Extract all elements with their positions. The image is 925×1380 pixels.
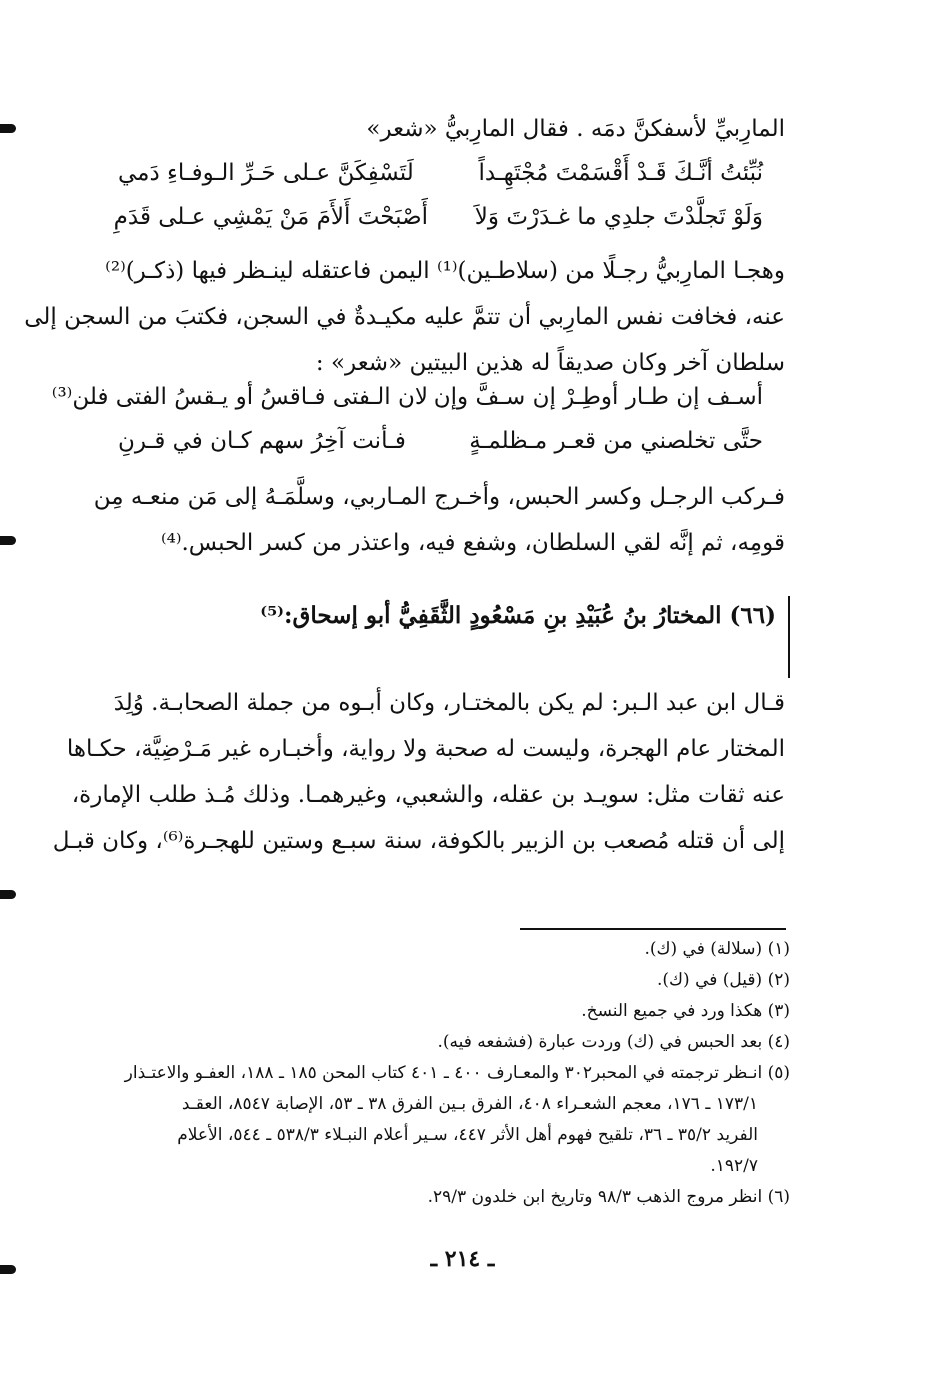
footnote: (٢) (قيل) في (ك).: [657, 970, 790, 990]
entry-heading-block: [260, 596, 790, 678]
verse-line: [113, 204, 763, 246]
verse-second-hemistich: أَصْبَحْتَ أَلأَمَ مَنْ يَمْشِي عـلى قَدَمِ: [113, 204, 428, 230]
footnotes: [100, 934, 790, 1213]
text-line: وهجـا المارِبيُّ رجـلًا من (سلاطـين)⁽¹⁾ اليمن فاعتقله لينـظر فيها (ذكـر)⁽²⁾: [105, 258, 785, 284]
footnote-separator: [520, 928, 786, 930]
verse-second-hemistich: فـأنت آخِرُ سهم كـان في قـرنِ: [118, 428, 406, 454]
text-line: قـال ابن عبد الـبر: لم يكن بالمختـار، وكان أبـوه من جملة الصحابـة. وُلِدَ: [113, 690, 785, 716]
scan-edge-mark: [0, 890, 16, 899]
scan-edge-mark: [0, 536, 16, 545]
text-line: سلطان آخر وكان صديقاً له هذين البيتين «شعر» :: [315, 350, 785, 376]
prose-top: [100, 106, 785, 152]
verse-second-hemistich: لان الـفتى فـاقسُ أو يـقسُ الفتى فلن⁽³⁾: [51, 384, 428, 410]
heading-side-rule: [788, 596, 790, 678]
footnote-continuation: ١٩٢/٧.: [710, 1156, 758, 1176]
text-line: قومِه، ثم إنَّه لقي السلطان، وشفع فيه، واعتذر من كسر الحبس.⁽⁴⁾: [160, 530, 785, 556]
footnote: (٦) انظر مروج الذهب ٩٨/٣ وتاريخ ابن خلدون ٢٩/٣.: [427, 1187, 790, 1207]
text-line: عنه، فخافت نفس المارِبي أن تتمَّ عليه مكيـدةٌ في السجن، فكتبَ من السجن إلى: [24, 304, 785, 330]
verse-first-hemistich: أسـف إن طـار أوطِـرْ إن سـفَّ وإن: [433, 384, 763, 410]
footnote: (٣) هكذا ورد في جميع النسخ.: [581, 1001, 790, 1021]
footnote: (٥) انـظر ترجمته في المحبر٣٠٢ والمعـارف ٤٠٠ ـ ٤٠١ كتاب المحن ١٨٥ ـ ١٨٨، العفـو والاعتـذار: [124, 1063, 790, 1083]
text-line: المختار عام الهجرة، وليست له صحبة ولا رواية، وأخبـاره غير مَـرْضِيَّة، حكـاها: [66, 736, 785, 762]
verse-line: [118, 160, 763, 202]
verse-second-hemistich: لَتَسْفِكَنَّ عـلى حَـرِّ الـوفـاءِ دَمي: [118, 160, 414, 186]
prose-after-verses: [93, 474, 785, 566]
verse-line: [118, 428, 763, 470]
text-line: عنه ثقات مثل: سويـد بن عقله، والشعبي، وغيرهمـا. وذلك مُـذ طلب الإمارة،: [71, 782, 785, 808]
prose-entry-body: [52, 680, 785, 864]
text-line: إلى أن قتله مُصعب بن الزبير بالكوفة، سنة سبـع وستين للهجـرة⁽⁶⁾، وكان قبـل: [52, 828, 785, 854]
page-number: ـ ٢١٤ ـ: [430, 1246, 495, 1272]
verse-first-hemistich: حتَّى تخلصني من قعـر مـظلمـةٍ: [469, 428, 763, 454]
verse-first-hemistich: نُبِّئتُ أنَّـكَ قَـدْ أَقْسَمْتَ مُجْتَهِـداً: [478, 160, 763, 186]
text-line: فـركب الرجـل وكسر الحبس، وأخـرج المـاربي، وسلَّمَـهُ إلى مَن منعـه مِن: [93, 484, 785, 510]
footnote: (٤) بعد الحبس في (ك) وردت عبارة (فشفعه فيه).: [437, 1032, 790, 1052]
entry-heading: (٦٦) المختارُ بنُ عُبَيْدِ بنِ مَسْعُودٍ الثَّقَفِيُّ أبو إسحاق:⁽⁵⁾: [260, 602, 776, 629]
text-line: المارِبيِّ لأسفكنَّ دمَه . فقال المارِبيُّ «شعر»: [366, 116, 785, 142]
verse-first-hemistich: وَلَوْ تَجلَّدْتَ جلدِي ما غـدَرْتَ وَلاَ: [474, 204, 763, 230]
footnote-continuation: الفريد ٣٥/٢ ـ ٣٦، تلقيح فهوم أهل الأثر ٤٤٧، سـير أعلام النبـلاء ٥٣٨/٣ ـ ٥٤٤، الأعلام: [177, 1125, 758, 1145]
footnote: (١) (سلالة) في (ك).: [644, 939, 790, 959]
prose-middle: [24, 248, 785, 386]
scan-edge-mark: [0, 124, 16, 133]
verse-line: [51, 384, 763, 426]
footnote-continuation: ١٧٣/١ ـ ١٧٦، معجم الشعـراء ٤٠٨، الفرق بـين الفرق ٣٨ ـ ٥٣، الإصابة ٨٥٤٧، العقـد: [181, 1094, 758, 1114]
